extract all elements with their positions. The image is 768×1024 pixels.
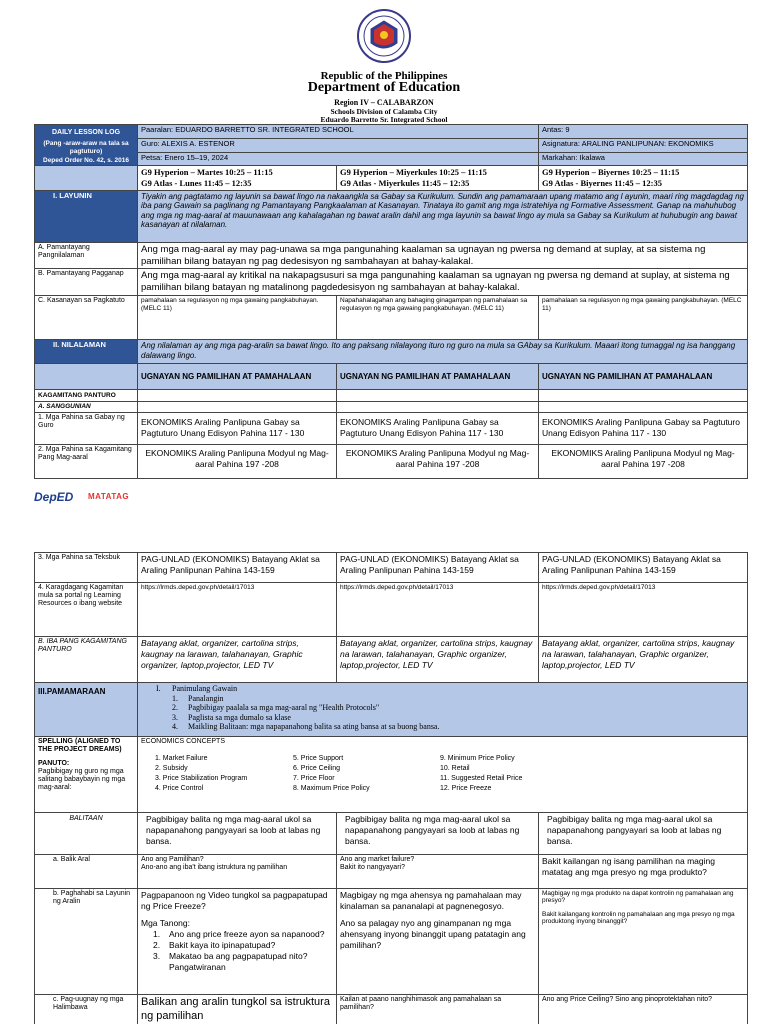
modyul-col-1: EKONOMIKS Araling Panlipuna Modyul ng Mag-aaral Pahina 197 -208 <box>138 444 337 478</box>
republic-text: Republic of the Philippines <box>320 70 448 82</box>
pag-uugnay-label: c. Pag-uugnay ng mga Halimbawa <box>35 995 138 1024</box>
paghahabi-label: b. Paghahabi sa Layunin ng Aralin <box>35 889 138 995</box>
log-subtitle: (Pang -araw-araw na tala sa pagtuturo) <box>43 140 129 155</box>
pangatwiranan: Pangatwiranan <box>169 962 226 973</box>
kasanayan-label: C. Kasanayan sa Pagkatuto <box>35 296 138 340</box>
schedule-2a: G9 Hyperion – Miyerkules 10:25 – 11:15 <box>340 167 487 178</box>
concepts-list <box>141 754 744 795</box>
spelling-cell <box>35 737 138 813</box>
pag-uugnay-col-1: Balikan ang aralin tungkol sa istruktura ng pamilihan <box>138 995 337 1024</box>
modyul-label: 2. Mga Pahina sa Kagamitang Pang Mag-aaral <box>35 444 138 478</box>
topic-col-2: UGNAYAN NG PAMILIHAN AT PAMAHALAAN <box>337 364 539 390</box>
iba-col-3: Batayang aklat, organizer, cartolina strips, kaugnay na larawan, talahanayan, Graphic organizer, laptop,projector, LED TV <box>539 637 748 683</box>
paghahabi-intro: Pagpapanoon ng Video tungkol sa pagpapatupad ng Price Freeze? <box>141 890 328 912</box>
deped-logo: DepED <box>34 490 74 504</box>
teksbuk-col-1: PAG-UNLAD (EKONOMIKS) Batayang Aklat sa Araling Panlipunan Pahina 143-159 <box>138 553 337 583</box>
topic-spacer <box>35 364 138 390</box>
petsa-cell: Petsa: Enero 15–19, 2024 <box>138 152 539 166</box>
pamamaraan-content <box>138 683 748 737</box>
log-title-cell <box>35 125 138 166</box>
pamantayang-nilalaman-label: A. Pamantayang Pangnilalaman <box>35 242 138 269</box>
log-order: Deped Order No. 42, s. 2016 <box>43 156 129 164</box>
concepts-title: ECONOMICS CONCEPTS <box>141 738 226 745</box>
paaralan-cell: Paaralan: EDUARDO BARRETTO SR. INTEGRATED SCHOOL <box>138 125 539 139</box>
log-title: DAILY LESSON LOG <box>51 129 121 136</box>
school-text: Eduardo Barretto Sr. Integrated School <box>320 115 448 124</box>
nilalaman-label: II. NILALAMAN <box>35 340 138 364</box>
concepts-cell <box>138 737 748 813</box>
iba-label: B. IBA PANG KAGAMITANG PANTURO <box>35 637 138 683</box>
spelling-label: SPELLING (ALIGNED TO THE PROJECT DREAMS) <box>38 738 122 754</box>
step-1: 1. Panalangin <box>172 693 224 703</box>
schedule-1a: G9 Hyperion – Martes 10:25 – 11:15 <box>141 167 273 178</box>
gabay-col-2: EKONOMIKS Araling Panlipuna Gabay sa Pagtuturo Unang Edisyon Pahina 117 - 130 <box>337 412 539 444</box>
pamantayang-pagganap-text: Ang mga mag-aaral ay kritikal na nakapagsusuri sa mga pangunahing kaalaman sa ugnayan ng pwersa ng demand at suplay, at sistema ng pamilihan bilang batayan ng matalinong pagdedesisyon ng sambahayan at bahay-kalakal. <box>138 269 748 296</box>
schedule-spacer <box>35 166 138 190</box>
paghahabi-col-2 <box>337 889 539 995</box>
schedule-col-2 <box>337 166 539 190</box>
schedule-3b: G9 Atlas - Biyernes 11:45 – 12:35 <box>542 178 662 189</box>
iba-col-2: Batayang aklat, organizer, cartolina strips, kaugnay na larawan, talahanayan, Graphic organizer, laptop,projector, LED TV <box>337 637 539 683</box>
layunin-text: Tiyakin ang pagtatamo ng layunin sa bawat lingo na nakaangkla sa Gabay sa Kurikulum. Sundin ang pamamaraan upang matamo ang l ayunin, maari ring magdagdag ng iba pang Gawain sa paglinang ng Pamantayang Pangkaalaman at Kasanayan. Tinataya ito gamit ang mga istratehiya ng Formative Assessment. Ganap na mahuhubog ang mga ng mag-aaral at mauunawaan ang kahalagahan ng bawat aralin dahil ang mga layunin sa bawat lingo ay mula sa Gabay sa Kurikulum at huhubugin ang bawat kasanayan at nilalaman. <box>138 190 748 242</box>
lesson-log-table-continued <box>34 552 748 1024</box>
gabay-col-1: EKONOMIKS Araling Panlipuna Gabay sa Pagtuturo Unang Edisyon Pahina 117 - 130 <box>138 412 337 444</box>
gabay-col-3: EKONOMIKS Araling Panlipuna Gabay sa Pagtuturo Unang Edisyon Pahina 117 - 130 <box>539 412 748 444</box>
concepts-col-1: 1. Market Failure 2. Subsidy 3. Price Stabilization Program 4. Price Control <box>155 755 248 793</box>
tanong-1: 1. Ano ang price freeze ayon sa napanood? <box>153 929 325 940</box>
balitaan-label: BALITAAN <box>35 813 138 855</box>
step-4: 4. Maikling Balitaan: mga napapanahong balita sa ating bansa at sa buong bansa. <box>172 722 440 732</box>
balitaan-col-2: Pagbibigay balita ng mga mag-aaral ukol sa napapanahong pangyayari sa loob at labas ng bansa. <box>337 813 539 855</box>
panimula-heading: I. Panimulang Gawain <box>156 684 238 693</box>
balitaan-col-3: Pagbibigay balita ng mga mag-aaral ukol sa napapanahong pangyayari sa loob at labas ng bansa. <box>539 813 748 855</box>
concepts-col-2: 5. Price Support 6. Price Ceiling 7. Price Floor 8. Maximum Price Policy <box>293 755 370 793</box>
paghahabi-col2-b: Ano sa palagay nyo ang ginampanan ng mga ahensyang inyong binanggit upang patatagin ang pamilihan? <box>340 918 526 951</box>
schedule-3a: G9 Hyperion – Biyernes 10:25 – 11:15 <box>542 167 680 178</box>
department-title: Department of Education <box>307 80 461 95</box>
pamantayang-nilalaman-text: Ang mga mag-aaral ay may pag-unawa sa mga pangunahing kaalaman sa ugnayan ng pwersa ng demand at suplay, at sa sistema ng pamilihan bilang batayan ng pag dedesisyon ng sambahayan at bahay-kalakal. <box>138 242 748 269</box>
pamamaraan-label: III.PAMAMARAAN <box>35 683 138 737</box>
markahan-cell: Markahan: Ikalawa <box>539 152 748 166</box>
pag-uugnay-col-3: Ano ang Price Ceiling? Sino ang pinoprotektahan nito? <box>539 995 748 1024</box>
modyul-col-2: EKONOMIKS Araling Panlipuna Modyul ng Mag-aaral Pahina 197 -208 <box>337 444 539 478</box>
schedule-2b: G9 Atlas - Miyerkules 11:45 – 12:35 <box>340 178 470 189</box>
pag-uugnay-col-2: Kailan at paano nanghihimasok ang pamahalaan sa pamilihan? <box>337 995 539 1024</box>
panuto-text: Pagbibigay ng guro ng mga salitang babaybayin ng mga mag-aaral: <box>38 768 126 792</box>
tanong-3: 3. Makatao ba ang pagpapatupad nito? <box>153 951 308 962</box>
teksbuk-col-3: PAG-UNLAD (EKONOMIKS) Batayang Aklat sa Araling Panlipunan Pahina 143-159 <box>539 553 748 583</box>
teksbuk-col-2: PAG-UNLAD (EKONOMIKS) Batayang Aklat sa Araling Panlipunan Pahina 143-159 <box>337 553 539 583</box>
page-gap <box>0 528 768 540</box>
concepts-col-3: 9. Minimum Price Policy 10. Retail 11. Suggested Retail Price 12. Price Freeze <box>440 755 523 793</box>
asignatura-cell: Asignatura: ARALING PANLIPUNAN: EKONOMIKS <box>539 138 748 152</box>
paghahabi-col-3 <box>539 889 748 995</box>
guro-cell: Guro: ALEXIS A. ESTENOR <box>138 138 539 152</box>
schedule-col-1 <box>138 166 337 190</box>
kasanayan-col-2: Napahahalagahan ang bahaging ginagampan ng pamahalaan sa regulasyon ng mga gawaing pangkabuhayan. (MELC 11) <box>337 296 539 340</box>
iba-col-1: Batayang aklat, organizer, cartolina strips, kaugnay na larawan, talahanayan, Graphic organizer, laptop,projector, LED TV <box>138 637 337 683</box>
gabay-label: 1. Mga Pahina sa Gabay ng Guro <box>35 412 138 444</box>
sanggunian-label: A. SANGGUNIAN <box>35 402 138 412</box>
modyul-col-3: EKONOMIKS Araling Panlipuna Modyul ng Mag-aaral Pahina 197 -208 <box>539 444 748 478</box>
lr-link-col-3[interactable]: https://lrmds.deped.gov.ph/detail/17013 <box>539 583 748 637</box>
step-2: 2. Pagbibigay paalala sa mga mag-aaral ng "Health Protocols" <box>172 703 380 713</box>
balik-aral-col-3: Bakit kailangan ng isang pamilihan na maging matatag ang mga presyo ng mga produkto? <box>539 855 748 889</box>
lesson-log-table <box>34 124 748 479</box>
tanong-2: 2. Bakit kaya ito ipinapatupad? <box>153 940 276 951</box>
panuto-label: PANUTO: <box>38 760 70 768</box>
paghahabi-col-1 <box>138 889 337 995</box>
paghahabi-col2-a: Magbigay ng mga ahensya ng pamahalaan may kinalaman sa pananalapi at pagnenegosyo. <box>340 890 522 912</box>
schedule-col-3 <box>539 166 748 190</box>
lr-link-col-1[interactable]: https://lrmds.deped.gov.ph/detail/17013 <box>138 583 337 637</box>
topic-col-3: UGNAYAN NG PAMILIHAN AT PAMAHALAAN <box>539 364 748 390</box>
balitaan-col-1: Pagbibigay balita ng mga mag-aaral ukol sa napapanahong pangyayari sa loob at labas ng bansa. <box>138 813 337 855</box>
kasanayan-col-3: pamahalaan sa regulasyon ng mga gawaing pangkabuhayan. (MELC 11) <box>539 296 748 340</box>
page-two <box>0 540 768 1024</box>
matatag-logo: MATATAG <box>88 492 130 501</box>
region-text: Region IV – CALABARZON <box>334 98 434 107</box>
deped-seal-icon <box>356 8 412 64</box>
balik-aral-col-1: Ano ang Pamilihan? Ano-ano ang iba't ibang istruktura ng pamilihan <box>138 855 337 889</box>
paghahabi-col3-a: Magbigay ng mga produkto na dapat kontrolin ng pamahalaan ang presyo? <box>542 890 734 905</box>
balik-aral-col-2: Ano ang market failure? Bakit ito nangyayari? <box>337 855 539 889</box>
schedule-1b: G9 Atlas - Lunes 11:45 – 12:35 <box>141 178 252 189</box>
division-text: Schools Division of Calamba City <box>330 107 438 116</box>
kagamitan-label: KAGAMITANG PANTURO <box>35 390 138 402</box>
teksbuk-label: 3. Mga Pahina sa Teksbuk <box>35 553 138 583</box>
pamantayang-pagganap-label: B. Pamantayang Pagganap <box>35 269 138 296</box>
layunin-label: I. LAYUNIN <box>35 190 138 242</box>
lr-link-col-2[interactable]: https://lrmds.deped.gov.ph/detail/17013 <box>337 583 539 637</box>
kasanayan-col-1: pamahalaan sa regulasyon ng mga gawaing pangkabuhayan. (MELC 11) <box>138 296 337 340</box>
topic-col-1: UGNAYAN NG PAMILIHAN AT PAMAHALAAN <box>138 364 337 390</box>
lr-label: 4. Karagdagang Kagamitan mula sa portal ng Learning Resources o ibang website <box>35 583 138 637</box>
balik-aral-label: a. Balik Aral <box>35 855 138 889</box>
nilalaman-text: Ang nilalaman ay ang mga pag-aralin sa bawat lingo. Ito ang paksang nilalayong ituro ng guro na mula sa GAbay sa Kurikulum. Maaari itong tumaggal ng isa hanggang dalawang lingo. <box>138 340 748 364</box>
step-3: 3. Paglista sa mga dumalo sa klase <box>172 712 291 722</box>
antas-cell: Antas: 9 <box>539 125 748 139</box>
mga-tanong-label: Mga Tanong: <box>141 918 190 929</box>
paghahabi-col3-b: Bakit kailangang kontrolin ng pamahalaan ang mga presyo ng mga produktong inyong binanggit? <box>542 910 735 926</box>
